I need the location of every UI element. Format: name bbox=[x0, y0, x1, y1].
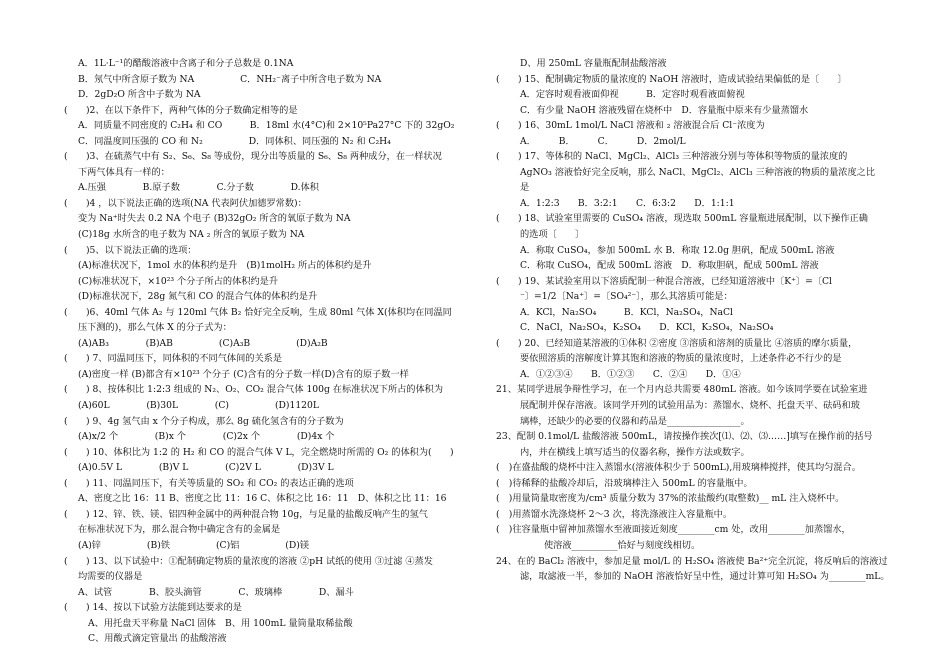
question-line: ( ) 10、体积比为 1:2 的 H₂ 和 CO 的混合气体 V L，完全燃烧时所需的 O₂ 的体积为( ) bbox=[64, 446, 454, 458]
step-line: ( )待稀释的盐酸冷却后，沿玻璃棒注入 500mL 的容量瓶中。 bbox=[496, 477, 753, 489]
text-line: 压下测的)，那么气体 X 的分子式为： bbox=[78, 322, 232, 334]
text-line: A、用托盘天平称量 NaCl 固体 B、用 100mL 量筒量取稀盐酸 bbox=[88, 617, 353, 629]
question-line: ( ) 18、试验室里需要的 CuSO₄ 溶液，现选取 500mL 容量瓶进展配制，以下操作正确 bbox=[496, 213, 868, 225]
text-line: 是 bbox=[520, 182, 530, 194]
question-line: ( ) 9、4g 氢气由 x 个分子构成，那么 8g 硫化氢含有的分子数为 bbox=[64, 415, 344, 427]
text-line: (A)AB₃ (B)AB (C)A₃B (D)A₂B bbox=[78, 337, 328, 349]
text-line: 使溶液__________恰好与刻度线相切。 bbox=[544, 539, 701, 551]
text-line: 内，并在横线上填写适当的仪器名称，操作方法或数字。 bbox=[520, 446, 750, 458]
question-line: ( ) 15、配制确定物质的量浓度的 NaOH 溶液时，造成试验结果偏低的是〔 〕 bbox=[496, 73, 847, 85]
text-line: A、密度之比 16：11 B、密度之比 11：16 C、体积之比 16：11 D、体积之比 11：16 bbox=[78, 493, 447, 505]
text-line: 滤，取滤液一半，参加的 NaOH 溶液恰好呈中性，通过计算可知 H₂SO₄ 为________mL。 bbox=[520, 571, 890, 583]
text-line: A． B． C． D．2mol/L bbox=[520, 135, 686, 147]
text-line: C、用酸式滴定管量出 的盐酸溶液 bbox=[88, 633, 227, 645]
question-line: ( )4 ，以下说法正确的选项(NA 代表阿伏加德罗常数)： bbox=[64, 197, 307, 209]
text-line: A．称取 CuSO₄，参加 500mL 水 B．称取 12.0g 胆矾，配成 500mL 溶液 bbox=[520, 244, 835, 256]
text-line: A．定容时观看液面仰视 B．定容时观看液面俯视 bbox=[520, 89, 745, 101]
text-line: A．KCl，Na₂SO₄ B．KCl，Na₂SO₄，NaCl bbox=[520, 306, 733, 318]
question-line: ( ) 19、某试验室用以下溶质配制一种混合溶液，已经知道溶液中〔K⁺〕=〔Cl bbox=[496, 275, 832, 287]
text-line: 要依照溶质的溶解度计算其饱和溶液的物质的量浓度时，上述条件必不行少的是 bbox=[520, 353, 842, 365]
text-line: (A)密度一样 (B)都含有×10²³ 个分子 (C)含有的分子数一样(D)含有的原子数一样 bbox=[78, 368, 409, 380]
text-line: B．氖气中所含原子数为 NA C．NH₂⁻离子中所含电子数为 NA bbox=[78, 73, 382, 85]
text-line: (A)标准状况下，1mol 水的体积约是升 (B)1molH₂ 所占的体积约是升 bbox=[78, 260, 372, 272]
text-line: C．有少量 NaOH 溶液残留在烧杯中 D．容量瓶中原来有少量蒸馏水 bbox=[520, 104, 809, 116]
left-column bbox=[64, 56, 472, 647]
text-line: A．1L·L⁻¹的醋酸溶液中含离子和分子总数是 0.1NA bbox=[78, 58, 294, 69]
text-line: 均需要的仪器是 bbox=[78, 571, 143, 583]
question-line: ( ) 13、以下试验中：①配制确定物质的量浓度的溶液 ②pH 试纸的使用 ③过滤 ④蒸发 bbox=[64, 555, 433, 567]
question-line: ( )2、在以下条件下，两种气体的分子数确定相等的是 bbox=[64, 104, 298, 116]
text-line: (C)18g 水所含的电子数为 NA ₂ 所含的氧原子数为 NA bbox=[78, 229, 305, 241]
text-line: 变为 Na⁺时失去 0.2 NA 个电子 (B)32gO₂ 所含的氧原子数为 NA bbox=[78, 213, 351, 225]
question-line: ( ) 7、同温同压下，同体积的不同气体间的关系是 bbox=[64, 353, 283, 365]
text-line: A、试管 B、胶头滴管 C、玻璃棒 D、漏斗 bbox=[78, 586, 354, 598]
text-line: A．1:2:3 B．3:2:1 C．6:3:2 D．1:1:1 bbox=[520, 197, 735, 209]
right-column bbox=[496, 56, 910, 585]
text-line: AgNO₃ 溶液恰好完全反响，那么 NaCl、MgCl₂、AlCl₃ 三种溶液的物质的量浓度之比 bbox=[520, 166, 876, 178]
question-line: ( ) 20、已经知道某溶液的①体积 ②密度 ③溶质和溶剂的质量比 ④溶质的摩尔质量， bbox=[496, 337, 858, 349]
text-line: (A)60L (B)30L (C) (D)1120L bbox=[78, 400, 319, 412]
text-line: A．①②③④ B．①②③ C．②④ D．①④ bbox=[520, 368, 741, 380]
text-line: 在标准状况下为，那么混合物中确定含有的金属是 bbox=[78, 524, 281, 536]
step-line: ( )在盛盐酸的烧杯中注入蒸馏水(溶液体积少于 500mL),用玻璃棒搅拌，使其均匀混合。 bbox=[496, 462, 861, 474]
question-line: ( )6、40ml 气体 A₂ 与 120ml 气体 B₂ 恰好完全反响，生成 80ml 气体 X(体积均在同温同 bbox=[64, 306, 452, 318]
question-line: ( ) 11、同温同压下，有关等质量的 SO₂ 和 CO₂ 的表达正确的选项 bbox=[64, 477, 354, 489]
question-line: 24、在的 BaCl₂ 溶液中，参加足量 mol/L 的 H₂SO₄ 溶液使 Ba²⁺完全沉淀，将反响后的溶液过 bbox=[496, 555, 888, 567]
text-line: C．同温度同压强的 CO 和 N₂ D．同体积、同压强的 N₂ 和 C₂H₄ bbox=[78, 135, 391, 147]
question-line: ( ) 8、按体积比 1:2:3 组成的 N₂、O₂、CO₂ 混合气体 100g 在标准状况下所占的体积为 bbox=[64, 384, 444, 396]
text-line: (D)标准状况下，28g 氮气和 CO 的混合气体的体积约是升 bbox=[78, 291, 318, 303]
text-line: D、用 250mL 容量瓶配制盐酸溶液 bbox=[520, 58, 667, 69]
question-line: ( ) 16、30mL 1mol/L NaCl 溶液和 ₂ 溶液混合后 Cl⁻浓度为 bbox=[496, 120, 765, 132]
step-line: ( )往容量瓶中留神加蒸馏水至液面接近刻度________cm 处，改用________加蒸馏水， bbox=[496, 524, 851, 536]
text-line: C．NaCl，Na₂SO₄，K₂SO₄ D．KCl，K₂SO₄，Na₂SO₄ bbox=[520, 322, 774, 334]
question-line: ( ) 17、等体积的 NaCl、MgCl₂、AlCl₃ 三种溶液分别与等体积等物质的量浓度的 bbox=[496, 151, 848, 163]
text-line: 展配制并保存溶液。该同学开列的试验用品为：蒸馏水、烧杯、托盘天平、砝码和玻 bbox=[520, 400, 860, 412]
text-line: 璃棒，还缺少的必要的仪器和药品是________________。 bbox=[520, 415, 750, 427]
text-line: 下两气体具有一样的： bbox=[78, 166, 170, 178]
question-line: 21、某同学进展争辩性学习，在一个月内总共需要 480mL 溶液。如今该同学要在试验室进 bbox=[496, 384, 868, 396]
text-line: D．2gD₂O 所含中子数为 NA bbox=[78, 89, 201, 101]
text-line: (C)标准状况下，×10²³ 个分子所占的体积约是升 bbox=[78, 275, 279, 287]
text-line: ⁻〕=1/2〔Na⁺〕=〔SO₄²⁻〕，那么其溶质可能是： bbox=[520, 291, 733, 303]
text-line: (A)x/2 个 (B)x 个 (C)2x 个 (D)4x 个 bbox=[78, 431, 335, 443]
question-line: 23、配制 0.1mol/L 盐酸溶液 500mL，请按操作挨次[⑴、⑵、⑶……]填写在操作前的括号 bbox=[496, 431, 873, 443]
text-line: A.压强 B.原子数 C.分子数 D.体积 bbox=[78, 182, 319, 194]
step-line: ( )用蒸馏水洗涤烧杯 2～3 次，将洗涤液注入容量瓶中。 bbox=[496, 508, 733, 520]
text-line: (A)锌 (B)铁 (C)铝 (D)镁 bbox=[78, 539, 310, 551]
question-line: ( )3、在硫蒸气中有 S₂、S₆、S₈ 等成份，现分出等质量的 S₆、S₈ 两种成分，在一样状况 bbox=[64, 151, 442, 163]
text-line: C．称取 CuSO₄，配成 500mL 溶液 D．称取胆矾，配成 500mL 溶液 bbox=[520, 260, 819, 272]
question-line: ( ) 12、锌、铁、镁、铝四种金属中的两种混合物 10g，与足量的盐酸反响产生的氢气 bbox=[64, 508, 428, 520]
step-line: ( )用量筒量取密度为/cm³ 质量分数为 37%的浓盐酸约(取整数)__ mL 注入烧杯中。 bbox=[496, 493, 845, 505]
question-line: ( )5、以下说法正确的选项： bbox=[64, 244, 197, 256]
question-line: ( ) 14、按以下试验方法能到达要求的是 bbox=[64, 602, 242, 614]
text-line: 的选项〔 〕 bbox=[520, 229, 585, 241]
text-line: (A)0.5V L (B)V L (C)2V L (D)3V L bbox=[78, 462, 334, 474]
text-line: A．同质量不同密度的 C₂H₄ 和 CO B．18ml 水(4°C)和 2×10⁵Pa27°C 下的 32gO₂ bbox=[78, 120, 455, 132]
